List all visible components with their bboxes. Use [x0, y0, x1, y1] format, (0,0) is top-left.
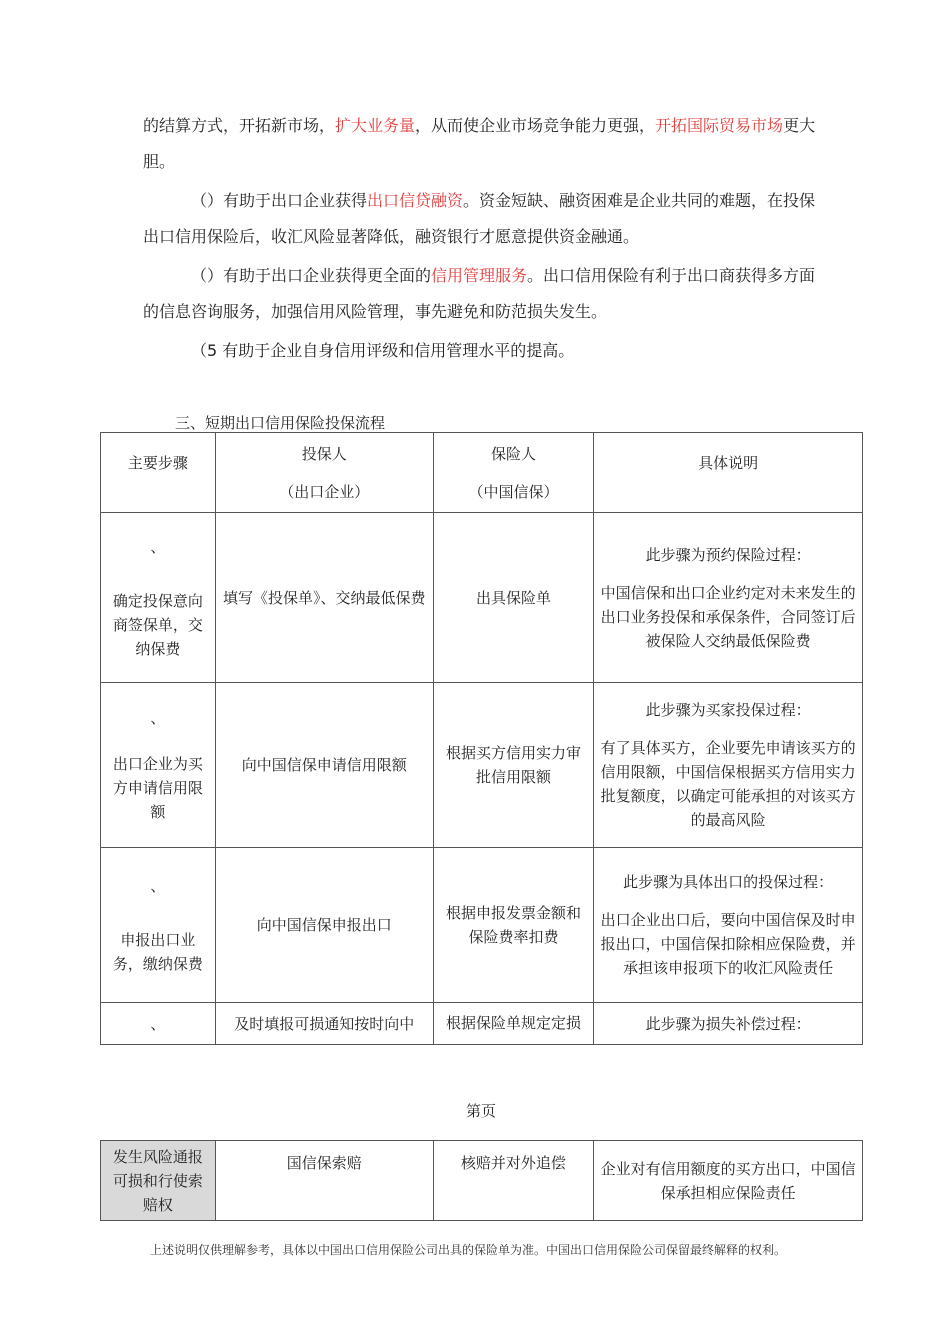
step-mark: 、 [150, 537, 166, 556]
insured-cell: 国信保索赔 [215, 1141, 433, 1221]
insured-cell: 向中国信保申报出口 [215, 848, 433, 1003]
continued-table [100, 1140, 863, 1221]
table-header-row [101, 433, 863, 513]
desc-heading: 此步骤为具体出口的投保过程： [623, 873, 834, 891]
insured-cell: 及时填报可损通知按时向中 [215, 1003, 433, 1045]
highlight-text: 开拓国际贸易市场 [655, 116, 784, 135]
insurer-cell: 出具保险单 [433, 513, 594, 683]
insurer-cell: 根据保险单规定定损 [433, 1003, 594, 1045]
header-subtext: （中国信保） [468, 482, 559, 501]
text: 出口信用保险后，收汇风险显著降低，融资银行才愿意提供资金融通。 [143, 227, 640, 246]
text: （）有助于出口企业获得更全面的 [191, 266, 432, 285]
text: （）有助于出口企业获得 [191, 191, 368, 210]
text: 。出口信用保险有利于出口商获得多方面 [527, 266, 816, 285]
table-row [101, 848, 863, 1003]
table-row [101, 1141, 863, 1221]
insured-cell: 填写《投保单》、交纳最低保费 [215, 513, 433, 683]
desc-text: 出口企业出口后，要向中国信保及时申报出口，中国信保扣除相应保险费，并承担该申报项下的收汇风险责任 [600, 911, 856, 977]
desc-cell [594, 683, 863, 848]
paragraph-3 [143, 258, 863, 330]
insurer-cell: 根据申报发票金额和保险费率扣费 [433, 848, 594, 1003]
step-text: 确定投保意向商签保单，交纳保费 [112, 591, 203, 658]
step-cell [101, 683, 216, 848]
paragraph-2 [143, 183, 863, 255]
step-mark: 、 [150, 877, 166, 895]
text: ，从而使企业市场竞争能力更强， [415, 116, 656, 135]
footnote: 上述说明仅供理解参考，具体以中国出口信用保险公司出具的保险单为准。中国出口信用保险公司保留最终解释的权利。 [150, 1243, 787, 1257]
step-cell: 、 [101, 1003, 216, 1045]
text: 更大 [783, 116, 816, 135]
desc-cell: 此步骤为损失补偿过程： [594, 1003, 863, 1045]
header-cell [433, 433, 594, 513]
text: （5 有助于企业自身信用评级和信用管理水平的提高。 [191, 341, 575, 360]
desc-cell [594, 848, 863, 1003]
process-table [100, 432, 863, 1045]
insured-cell: 向中国信保申请信用限额 [215, 683, 433, 848]
desc-text: 中国信保和出口企业约定对未来发生的出口业务投保和承保条件，合同签订后被保险人交纳最低保险费 [600, 583, 856, 650]
desc-heading: 此步骤为预约保险过程： [645, 545, 811, 564]
text: 胆。 [143, 152, 176, 171]
desc-text: 有了具体买方，企业要先申请该买方的信用限额，中国信保根据买方信用实力批复额度，以确定可能承担的对该买方的最高风险 [600, 739, 856, 829]
header-text: 保险人 [490, 444, 536, 463]
highlight-text: 出口信贷融资 [367, 191, 464, 210]
text: 。资金短缺、融资困难是企业共同的难题，在投保 [463, 191, 816, 210]
insurer-cell: 核赔并对外追偿 [433, 1141, 594, 1221]
table-row [101, 1003, 863, 1045]
section-title: 三、短期出口信用保险投保流程 [175, 414, 386, 432]
desc-cell [594, 513, 863, 683]
text: 的信息咨询服务，加强信用风险管理，事先避免和防范损失发生。 [143, 302, 608, 321]
step-mark: 、 [150, 709, 166, 727]
desc-cell: 企业对有信用额度的买方出口，中国信保承担相应保险责任 [594, 1141, 863, 1221]
step-cell [101, 513, 216, 683]
header-cell [215, 433, 433, 513]
desc-heading: 此步骤为买家投保过程： [645, 701, 811, 719]
step-text: 出口企业为买方申请信用限额 [112, 755, 203, 821]
step-cell: 发生风险通报可损和行使索赔权 [101, 1141, 216, 1221]
paragraph-4 [191, 333, 574, 369]
page-number: 第页 [466, 1102, 497, 1120]
step-text: 申报出口业务，缴纳保费 [112, 931, 203, 973]
step-cell [101, 848, 216, 1003]
table-row [101, 683, 863, 848]
table-row [101, 513, 863, 683]
header-cell: 主要步骤 [101, 433, 216, 513]
header-text: 投保人 [301, 444, 347, 463]
highlight-text: 扩大业务量 [335, 116, 416, 135]
insurer-cell: 根据买方信用实力审批信用限额 [433, 683, 594, 848]
highlight-text: 信用管理服务 [431, 266, 528, 285]
text: 的结算方式，开拓新市场， [143, 116, 336, 135]
paragraph-1 [143, 108, 863, 180]
header-cell: 具体说明 [594, 433, 863, 513]
header-subtext: （出口企业） [279, 482, 370, 501]
